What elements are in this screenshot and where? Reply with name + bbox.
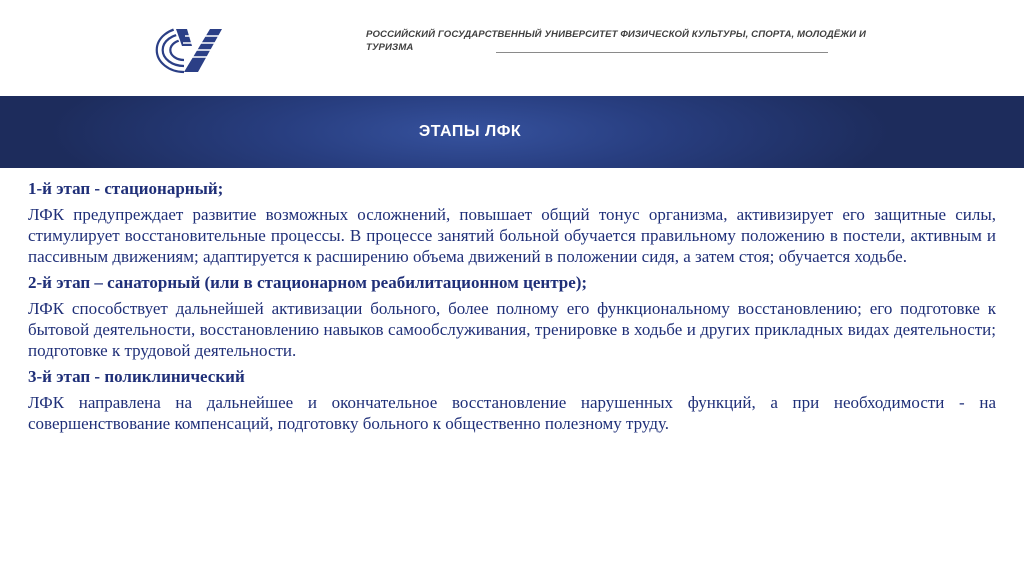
slide-title: ЭТАПЫ ЛФК	[418, 123, 522, 140]
stage-1	[28, 178, 996, 267]
slide-content	[28, 178, 996, 439]
stage-title: 2-й этап – санаторный (или в стационарном реабилитационном центре);	[28, 273, 588, 292]
stage-title: 3-й этап - поликлинический	[28, 367, 245, 386]
stage-3	[28, 366, 996, 434]
stage-description: ЛФК направлена на дальнейшее и окончательное восстановление нарушенных функций, а при необходимости - на совершенствование компенсаций, подготовку больного к общественно полезному труду.	[28, 393, 996, 433]
title-banner	[0, 96, 1024, 168]
stage-description: ЛФК предупреждает развитие возможных осложнений, повышает общий тонус организма, активизирует его защитные силы, стимулирует восстановительные процессы. В процессе занятий больной обучается правильному положению в постели, активным и пассивным движениям; адаптируется к расширению объема движений в положении сидя, а затем стоя; обучается ходьбе.	[28, 205, 996, 266]
stage-title: 1-й этап - стационарный;	[28, 179, 224, 198]
stage-2	[28, 272, 996, 361]
slide-header	[0, 0, 1024, 96]
stage-description: ЛФК способствует дальнейшей активизации больного, более полному его функциональному восстановлению; его подготовке к бытовой деятельности, восстановлению навыков самообслуживания, тренировке в ходьбе и других прикладных видах деятельности; подготовке к трудовой деятельности.	[28, 299, 996, 360]
header-divider	[496, 52, 828, 53]
university-logo-icon	[150, 20, 232, 78]
university-name: РОССИЙСКИЙ ГОСУДАРСТВЕННЫЙ УНИВЕРСИТЕТ ФИЗИЧЕСКОЙ КУЛЬТУРЫ, СПОРТА, МОЛОДЁЖИ И ТУРИЗМА	[366, 29, 866, 53]
